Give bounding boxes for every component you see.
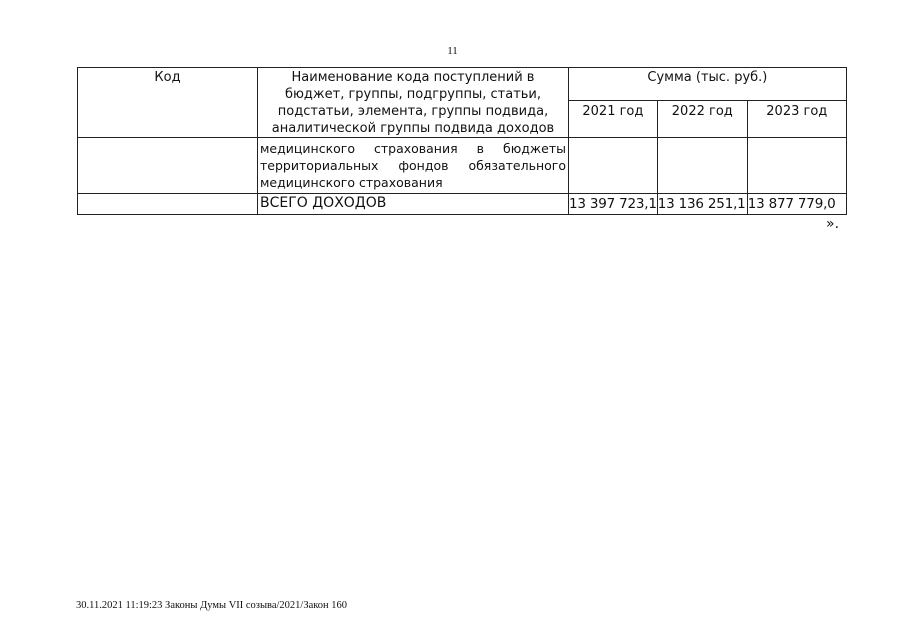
header-name: Наименование кода поступлений в бюджет, группы, подгруппы, статьи, подстатьи, элемента, группы подвида, аналитической группы подвида доходов [258,68,569,138]
row-code [78,138,258,194]
row-value-2023 [747,138,846,194]
revenue-table [77,67,847,215]
header-year-2023: 2023 год [747,101,846,138]
row-value-2022 [657,138,747,194]
total-label: ВСЕГО ДОХОДОВ [258,194,569,215]
row-name: медицинского страхования в бюджеты территориальных фондов обязательного медицинского страхования [258,138,569,194]
header-year-2022: 2022 год [657,101,747,138]
total-value-2023: 13 877 779,0 [747,194,846,215]
page-number: 11 [447,45,458,57]
total-code [78,194,258,215]
total-value-2021: 13 397 723,1 [569,194,658,215]
row-value-2021 [569,138,658,194]
header-code: Код [78,68,258,138]
closing-quote: ». [826,216,840,232]
table-row-total [78,194,847,215]
document-footer: 30.11.2021 11:19:23 Законы Думы VII созыва/2021/Закон 160 [76,600,348,611]
total-value-2022: 13 136 251,1 [657,194,747,215]
table-header-row [78,68,847,101]
header-sum: Сумма (тыс. руб.) [569,68,847,101]
table-row [78,138,847,194]
header-year-2021: 2021 год [569,101,658,138]
